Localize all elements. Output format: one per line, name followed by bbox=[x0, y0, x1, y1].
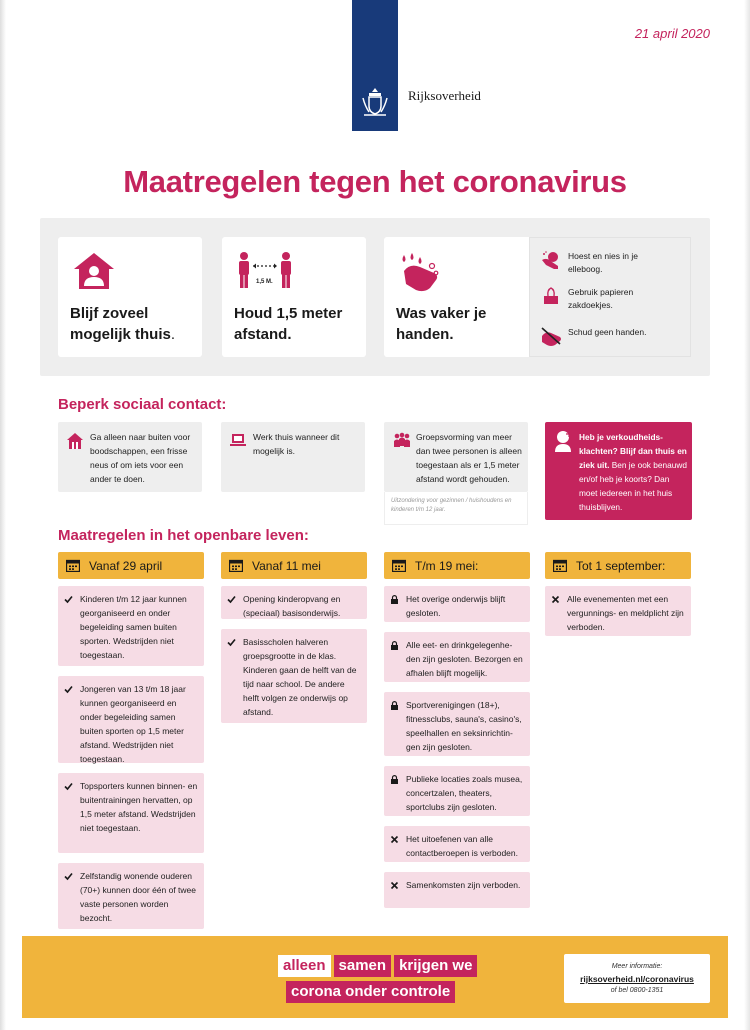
calendar-icon bbox=[66, 559, 80, 572]
slogan-word: corona onder controle bbox=[286, 981, 455, 1003]
period-label: Tot 1 september: bbox=[576, 558, 666, 573]
calendar-icon bbox=[392, 559, 406, 572]
no-handshake-icon bbox=[540, 326, 562, 346]
hygiene-item bbox=[540, 326, 660, 346]
period-label: T/m 19 mei: bbox=[415, 558, 479, 573]
info-link[interactable]: rijksoverheid.nl/coronavirus bbox=[580, 974, 694, 984]
cross-icon bbox=[390, 835, 399, 844]
measure-item bbox=[384, 766, 530, 816]
complaint-box bbox=[545, 422, 692, 520]
cough-elbow-icon bbox=[540, 250, 562, 270]
slogan-word: samen bbox=[334, 955, 392, 977]
check-icon bbox=[64, 782, 73, 791]
distance-icon bbox=[236, 251, 294, 291]
card-stay-home bbox=[58, 237, 202, 357]
measure-item bbox=[545, 586, 691, 636]
public-heading: Maatregelen in het openbare leven: bbox=[58, 527, 309, 544]
period-header bbox=[384, 552, 530, 579]
complaint-text: Ben je ook benauwd en/of heb je koorts? Dan moet iedereen in het huis thuisblijven. bbox=[579, 460, 687, 512]
lock-icon bbox=[390, 775, 399, 784]
calendar-icon bbox=[229, 559, 243, 572]
card-title: Blijf zoveel mogelijk thuis bbox=[70, 305, 171, 343]
complaint-bold: Heb je verkoudheids-klachten? Blijf dan thuis en ziek uit. bbox=[579, 432, 687, 470]
measure-item bbox=[58, 863, 204, 929]
measure-item bbox=[221, 629, 367, 723]
check-icon bbox=[227, 638, 236, 647]
more-info-box bbox=[564, 954, 710, 1003]
check-icon bbox=[227, 595, 236, 604]
period-header bbox=[221, 552, 367, 579]
measure-text: Sportverenigingen (18+), fitnessclubs, sauna's, casino's, speelhallen en seksinrichtin-gen zijn gesloten. bbox=[406, 700, 522, 752]
measure-text: Jongeren van 13 t/m 18 jaar kunnen georganiseerd en onder begeleiding samen buiten sporten op 1,5 meter afstand. Wedstrijden niet toegestaan. bbox=[80, 684, 186, 764]
social-heading: Beperk sociaal contact: bbox=[58, 396, 227, 413]
measure-text: Alle eet- en drinkgelegenhe-den zijn gesloten. Bezorgen en afhalen blijft mogelijk. bbox=[406, 640, 523, 678]
distance-label: 1,5 M. bbox=[256, 279, 273, 285]
card-title-tail: . bbox=[170, 326, 176, 343]
period-label: Vanaf 29 april bbox=[89, 558, 163, 573]
social-item-outside bbox=[58, 422, 202, 492]
check-icon bbox=[64, 872, 73, 881]
lock-icon bbox=[390, 701, 399, 710]
social-text: Ga alleen naar buiten voor boodschappen, een frisse neus of om iets voor een ander te doen. bbox=[90, 432, 191, 484]
hygiene-item bbox=[540, 250, 660, 276]
info-label: Meer informatie: bbox=[611, 963, 663, 970]
measure-text: Samenkomsten zijn verboden. bbox=[406, 880, 521, 890]
lock-icon bbox=[390, 595, 399, 604]
hygiene-item bbox=[540, 286, 660, 312]
check-icon bbox=[64, 685, 73, 694]
document-date: 21 april 2020 bbox=[634, 26, 710, 41]
page-edge-right bbox=[744, 0, 750, 1030]
info-phone: of bel 0800-1351 bbox=[610, 987, 664, 994]
shopping-icon bbox=[66, 432, 84, 450]
wash-hands-icon bbox=[398, 251, 442, 293]
measure-text: Basisscholen halveren groepsgrootte in de klas. Kinderen gaan de helft van de tijd naar school. De andere helft volgen ze onderwijs op afstand. bbox=[243, 637, 357, 717]
measure-text: Opening kinderopvang en (speciaal) basisonderwijs. bbox=[243, 594, 341, 618]
slogan-word: krijgen we bbox=[394, 955, 477, 977]
measure-text: Alle evenementen met een vergunnings- en meldplicht zijn verboden. bbox=[567, 594, 684, 632]
calendar-icon bbox=[553, 559, 567, 572]
top-measures-panel bbox=[40, 218, 710, 376]
period-header bbox=[58, 552, 204, 579]
group-icon bbox=[392, 432, 412, 450]
period-label: Vanaf 11 mei bbox=[252, 558, 321, 573]
hygiene-text: Gebruik papieren zakdoekjes. bbox=[568, 287, 634, 310]
tissue-icon bbox=[540, 286, 562, 306]
measure-item bbox=[384, 872, 530, 908]
card-keep-distance bbox=[222, 237, 366, 357]
measure-item bbox=[384, 586, 530, 622]
coat-of-arms-icon bbox=[360, 86, 390, 118]
check-icon bbox=[64, 595, 73, 604]
slogan-line-1 bbox=[278, 955, 477, 977]
hygiene-tips bbox=[529, 237, 691, 357]
measure-item bbox=[384, 826, 530, 862]
social-item-work-home bbox=[221, 422, 365, 492]
laptop-icon bbox=[229, 432, 247, 448]
cross-icon bbox=[551, 595, 560, 604]
measure-item bbox=[58, 586, 204, 666]
measure-text: Topsporters kunnen binnen- en buitentrainingen hervatten, op 1,5 meter afstand. Wedstrijden niet toegestaan. bbox=[80, 781, 198, 833]
lock-icon bbox=[390, 641, 399, 650]
measure-text: Zelfstandig wonende ouderen (70+) kunnen door één of twee vaste personen worden bezocht. bbox=[80, 871, 197, 923]
measure-text: Het uitoefenen van alle contactberoepen is verboden. bbox=[406, 834, 518, 858]
card-title: Was vaker je handen. bbox=[396, 305, 487, 343]
hygiene-text: Schud geen handen. bbox=[568, 327, 647, 337]
social-text: Werk thuis wanneer dit mogelijk is. bbox=[253, 432, 340, 456]
measure-item bbox=[58, 676, 204, 763]
period-header bbox=[545, 552, 691, 579]
logo-wordmark: Rijksoverheid bbox=[408, 88, 481, 103]
page-edge-left bbox=[0, 0, 6, 1030]
measure-item bbox=[384, 692, 530, 756]
house-person-icon bbox=[72, 251, 116, 291]
social-text: Groepsvorming van meer dan twee personen is alleen toegestaan als er 1,5 meter afstand wordt gehouden. bbox=[416, 432, 522, 484]
measure-text: Het overige onderwijs blijft gesloten. bbox=[406, 594, 506, 618]
social-item-groups bbox=[384, 422, 528, 492]
measure-item bbox=[221, 586, 367, 619]
slogan-word: alleen bbox=[278, 955, 331, 977]
measure-item bbox=[58, 773, 204, 853]
measure-item bbox=[384, 632, 530, 682]
sick-person-icon bbox=[553, 430, 573, 452]
social-exception-note: Uitzondering voor gezinnen / huishoudens en kinderen t/m 12 jaar. bbox=[384, 492, 528, 525]
card-title: Houd 1,5 meter afstand. bbox=[234, 305, 343, 343]
slogan-line-2 bbox=[286, 981, 455, 1003]
hygiene-text: Hoest en nies in je elleboog. bbox=[568, 251, 638, 274]
measure-text: Kinderen t/m 12 jaar kunnen georganiseerd en onder begeleiding samen buiten sporten. Wedstrijden niet toegestaan. bbox=[80, 594, 187, 660]
cross-icon bbox=[390, 881, 399, 890]
card-wash-hands bbox=[384, 237, 534, 357]
measure-text: Publieke locaties zoals musea, concertzalen, theaters, sportclubs zijn gesloten. bbox=[406, 774, 523, 812]
page-title: Maatregelen tegen het coronavirus bbox=[123, 164, 627, 199]
